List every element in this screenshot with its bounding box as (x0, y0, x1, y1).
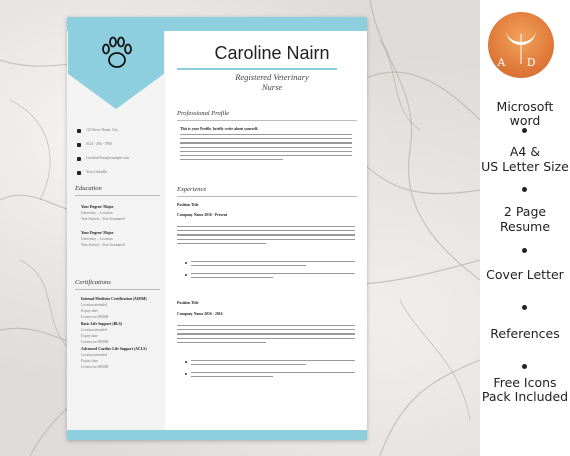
brand-logo (488, 12, 554, 78)
experience-heading: Experience (177, 186, 207, 193)
candidate-title (177, 72, 367, 92)
edu-school: University – Location (81, 211, 113, 215)
feature-cover-letter: Cover Letter (486, 267, 564, 282)
candidate-name: Caroline Nairn (214, 43, 330, 63)
bullet-dot (522, 187, 527, 192)
email-icon (77, 157, 81, 161)
edu-school: University – Location (81, 237, 113, 241)
edu-years: Year Started – Year Graduated (81, 217, 125, 221)
paw-icon (97, 32, 137, 72)
experience-rule (177, 196, 357, 197)
feature-pages-line1: 2 Page (503, 204, 547, 219)
cert-location: Location attended (81, 328, 107, 332)
cert-license: License no 000000 (81, 340, 109, 344)
job-title: Position Title (177, 203, 199, 207)
bullet-dot (522, 128, 527, 133)
profile-body-text (180, 134, 352, 163)
cert-expiry: Expiry date (81, 359, 98, 363)
bullet-dot (522, 305, 527, 310)
cert-license: License no 000000 (81, 315, 109, 319)
feature-size-line1: A4 & (509, 144, 541, 159)
feature-icons-line2: Pack Included (481, 389, 569, 404)
name-underline (177, 68, 337, 70)
job-company: Company Name 2016 - 2016 (177, 312, 223, 316)
bullet-dot (522, 248, 527, 253)
linkedin-icon (77, 171, 81, 175)
job-bullet (185, 262, 187, 264)
cert-license: License no 000000 (81, 365, 109, 369)
job-title: Position Title (177, 301, 199, 305)
contact-address: 123 Street Name, City (86, 128, 119, 132)
phone-icon (77, 143, 81, 147)
cert-expiry: Expiry date (81, 334, 98, 338)
location-icon (77, 129, 81, 133)
cert-location: Location attended (81, 353, 107, 357)
top-accent-bar (67, 17, 367, 31)
feature-size-line2: US Letter Size (481, 159, 569, 174)
job-company: Company Name 2016 - Present (177, 213, 228, 217)
feature-pages-line2: Resume (499, 219, 551, 234)
feature-word: Microsoft word (496, 99, 554, 128)
profile-lead: This is your Profile, briefly write about yourself. (180, 127, 259, 131)
job-bullet (185, 361, 187, 363)
contact-linkedin: Your LinkedIn (86, 170, 108, 174)
edu-years: Year Started – Year Graduated (81, 243, 125, 247)
education-rule (75, 195, 160, 196)
job-description (177, 226, 355, 247)
bottom-accent-bar (67, 430, 367, 440)
job-description (177, 325, 355, 346)
cert-expiry: Expiry date (81, 309, 98, 313)
contact-email: CarolineNairn@example.com (86, 156, 130, 160)
edu-degree: Your Degree/ Major (81, 205, 114, 209)
profile-rule (177, 120, 357, 121)
feature-references: References (490, 326, 560, 341)
cert-location: Location attended (81, 303, 107, 307)
cert-name: Basic Life Support (BLS) (81, 322, 123, 326)
education-heading: Education (75, 185, 102, 192)
job-bullet-text (191, 261, 355, 269)
job-bullet-text (191, 372, 355, 380)
bullet-dot (522, 364, 527, 369)
cert-name: Advanced Cardiac Life Support (ACLS) (81, 347, 147, 351)
job-bullet-text (191, 273, 355, 281)
edu-degree: Your Degree/ Major (81, 231, 114, 235)
title-line2: Nurse (261, 82, 283, 92)
contact-phone: 0123 - 456 - 7890 (86, 142, 112, 146)
logo-letters: A D (497, 56, 545, 69)
job-bullet (185, 373, 187, 375)
certifications-heading: Certifications (75, 279, 111, 286)
job-bullet-text (191, 360, 355, 368)
job-bullet (185, 274, 187, 276)
profile-heading: Professional Profile (177, 110, 230, 117)
certifications-rule (75, 289, 160, 290)
cert-name: Internal Medicine Certification (AIMM) (81, 297, 147, 301)
title-line1: Registered Veterinary (235, 72, 309, 82)
feature-icons-line1: Free Icons (493, 375, 557, 390)
resume-sheet (67, 17, 367, 440)
